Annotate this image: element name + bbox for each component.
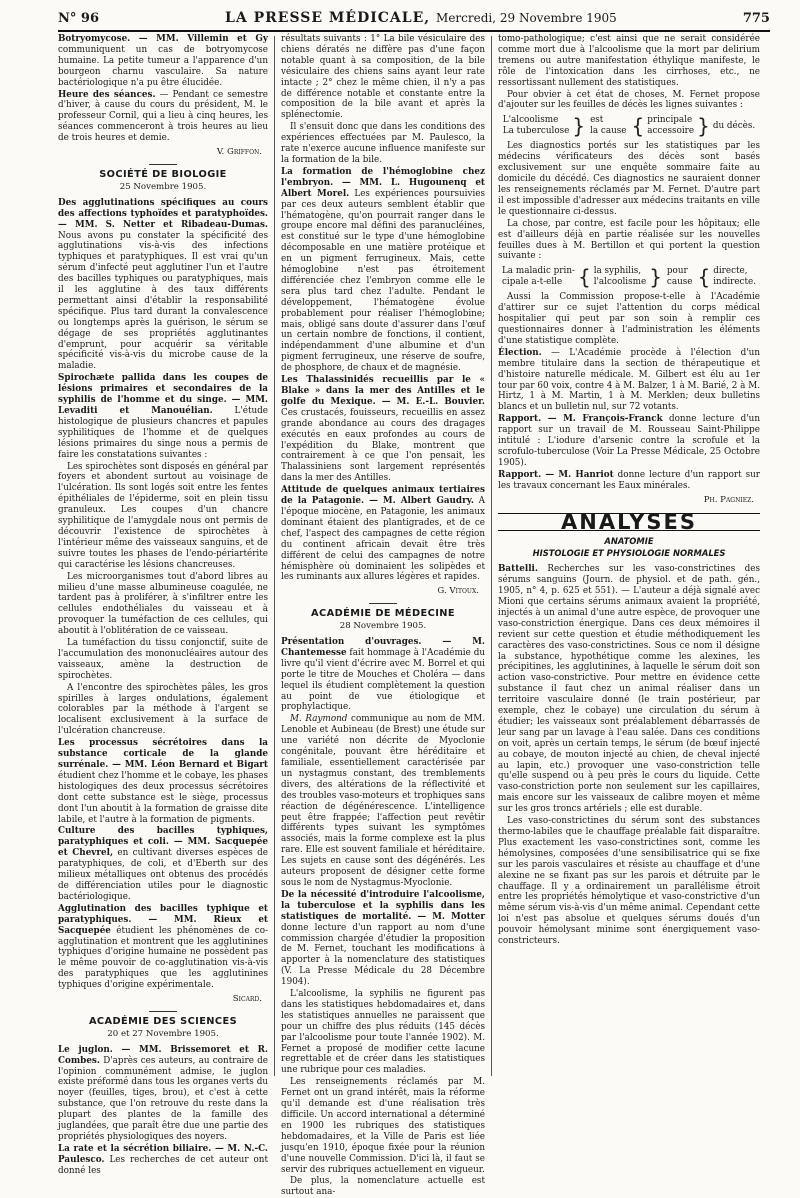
- paragraph: [281, 890, 485, 988]
- formula-term: L'alcoolisme: [502, 115, 559, 126]
- article-body: donne lecture d'un rapport sur un travail de M. Rousseau Saint-Philippe intitulé : L'iodure d'arsenic contre la scrofule et la scrofulo-tuberculose (Voir La Presse Médicale, 25 Octobre 1905).: [498, 414, 760, 468]
- column-1: [58, 34, 269, 1176]
- formula-term: est: [590, 115, 604, 126]
- paragraph: De plus, la nomenclature actuelle est surtout ana-: [281, 1176, 485, 1198]
- paragraph: [58, 738, 268, 825]
- subsection-subtitle: HISTOLOGIE ET PHYSIOLOGIE NORMALES: [532, 548, 726, 559]
- formula-term: pour: [666, 266, 688, 277]
- brace-icon: {: [577, 265, 591, 290]
- paragraph: [281, 167, 485, 374]
- paragraph: Pour obvier à cet état de choses, M. Fernet propose d'ajouter sur les feuilles de décès les lignes suivantes :: [498, 89, 760, 111]
- section-date: 25 Novembre 1905.: [119, 181, 207, 192]
- article-body: étudient les phénomènes de co-agglutination et montrent que les agglutinines typhiques d'origine humaine ne possèdent pas le même pouvoir de co-agglutination vis-à-vis des paratyphiques que les agglutinines typhiques d'origine expérimentale.: [58, 925, 268, 991]
- paragraph: [58, 1144, 268, 1177]
- formula-term: principale: [647, 115, 693, 126]
- article-lead: Battelli.: [498, 564, 538, 575]
- paragraph: [498, 348, 760, 413]
- article-lead: Culture des bacilles typhiques, paratyphiques et coli. — MM. Sacquepée et Chevrel,: [58, 826, 268, 859]
- article-lead: Heure des séances.: [58, 89, 156, 100]
- article-lead: La rate et la sécrétion biliaire. — M. N.-C. Paulesco.: [58, 1143, 268, 1165]
- formula-term: cause: [666, 277, 693, 288]
- article-lead: Le juglon. — MM. Brissemoret et R. Combes.: [58, 1044, 268, 1066]
- formula-term: directe,: [713, 266, 748, 277]
- formula-term: la cause: [590, 126, 627, 137]
- journal-title: [225, 10, 617, 26]
- section-rule: [149, 1011, 177, 1012]
- brace-icon: {: [631, 114, 645, 139]
- author-signature: Sicard.: [232, 994, 262, 1005]
- journal-name: LA PRESSE MÉDICALE,: [225, 10, 431, 26]
- paragraph: [58, 826, 268, 902]
- article-body: donne lecture d'un rapport sur les travaux concernant les Eaux minérales.: [498, 469, 760, 491]
- article-lead: Botryomycose. — MM. Villemin et Gy: [58, 34, 268, 44]
- formula-right: [713, 266, 756, 288]
- article-lead: Les processus sécrétoires dans la substance corticale de la glande surrénale. — MM. Léon Bernard et Bigart: [58, 738, 268, 770]
- paragraph: Les spirochètes sont disposés en général par foyers et abondent surtout au voisinage de l'ulcération. Ils sont logés soit entre les fentes épithéliales de l'épiderme, soit en plein tissu granuleux. Les coupes d'un chancre syphilitique de l'amygdale nous ont permis de découvrir l'existence de spirochètes à l'intérieur même des vaisseaux sanguins, et de suivre toutes les phases de l'endo-périartérite qui caractérise les lésions chancreuses.: [58, 461, 268, 570]
- article-body: — Pendant ce semestre d'hiver, à cause du cours du président, M. le professeur Cornil, qui a lieu à cinq heures, les séances commenceront à trois heures au lieu de trois heures et demie.: [58, 89, 268, 144]
- article-body: L'étude histologique de plusieurs chancres et papules syphilitiques de l'homme et de quelques lésions primaires du singe nous a permis de faire les constatations suivantes :: [58, 406, 268, 460]
- formula-middle: [667, 266, 693, 288]
- page-number: 775: [742, 10, 770, 26]
- formula-term: cipale a-t-elle: [501, 277, 563, 288]
- brace-icon: {: [697, 265, 711, 290]
- formula-middle: [594, 266, 647, 288]
- formula-right: [647, 115, 694, 137]
- brace-icon: }: [697, 114, 710, 139]
- article-lead: De la nécessité d'introduire l'alcoolisme, la tuberculose et la syphilis dans les statistiques de mortalité. — M. Motter: [281, 889, 485, 922]
- paragraph: La chose, par contre, est facile pour les hôpitaux; elle est d'ailleurs déjà en partie réalisée sur les nouvelles feuilles dues à M. Bertillon et qui portent la question suivante :: [498, 218, 760, 262]
- analyses-banner: ANALYSES: [498, 513, 760, 532]
- article-body: — L'Académie procède à l'élection d'un membre titulaire dans la section de thérapeutique et d'histoire naturelle médicale. M. Gilbert est élu au 1er tour par 60 voix, contre 4 à M. Balzer, 1 à M. Barié, 2 à M. Hirtz, 1 à M. Martin, 1 à M. Merklen; deux bulletins blancs et un bulletin nul, sur 72 votants.: [498, 347, 760, 413]
- section-date: 28 Novembre 1905.: [339, 621, 427, 632]
- formula-left: [503, 115, 570, 137]
- article-body: A l'époque miocène, en Patagonie, les animaux dominant étaient des plantigrades, et de ce chef, l'aspect des campagnes de cette région du continent africain devait être très différent de celui des campagnes de notre hémisphère où dominaient les solipèdes et les ruminants aux allures légères et rapides.: [281, 496, 485, 583]
- section-title: ACADÉMIE DES SCIENCES: [88, 1015, 238, 1027]
- paragraph: [281, 714, 485, 889]
- paragraph: L'alcoolisme, la syphilis ne figurent pas dans les statistiques hebdomadaires et, dans les statistiques annuelles ne paraissent que pour un chiffre des plus réduits (145 décès par l'alcoolisme pour toute l'année 1902). M. Fernet a proposé de modifier cette lacune regrettable et de créer dans les statistiques une rubrique pour ces maladies.: [281, 989, 485, 1076]
- paragraph: [281, 485, 485, 583]
- article-lead: Élection.: [498, 347, 542, 358]
- article-body: Nous avons pu constater la spécificité des agglutinations vis-à-vis des infections typhiques et paratyphiques. Il est vrai qu'un sérum d'infecté peut agglutiner l'un et l'autre des bacilles typhiques ou paratyphiques, mais il les agglutine à des taux différents permettant ainsi d'établir la responsabilité spécifique. Plus tard durant la convalescence ou longtemps après la guérison, le sérum se dégage de ses propriétés agglutinantes d'emprunt, pour acquérir sa véritable spécificité vis-à-vis du microbe cause de la maladie.: [58, 230, 268, 372]
- paragraph: [58, 1045, 268, 1143]
- issue-number: N° 96: [58, 10, 99, 26]
- issue-date: Mercredi, 29 Novembre 1905: [436, 11, 617, 25]
- paragraph: A l'encontre des spirochètes pâles, les gros spirilles à larges ondulations, également colorables par la méthode à l'argent se localisent exclusivement à la surface de l'ulcération chancreuse.: [58, 682, 268, 737]
- paragraph: [498, 414, 760, 469]
- section-date: 20 et 27 Novembre 1905.: [107, 1028, 219, 1039]
- paragraph: [58, 34, 268, 89]
- brace-icon: }: [572, 114, 586, 139]
- section-rule: [149, 164, 177, 165]
- paragraph: tomo-pathologique; c'est ainsi que ne serait considérée comme mort due à l'alcoolisme que la mort par delirium tremens ou autre manifestation éthylique manifeste, le rôle de l'intoxication dans les cirrhoses, etc., ne ressortissant nullement des statistiques.: [498, 34, 760, 88]
- paragraph: [58, 90, 268, 145]
- article-lead: M. Raymond: [290, 714, 348, 725]
- brace-icon: }: [649, 265, 662, 290]
- article-body: Les expériences poursuivies par ces deux auteurs semblent établir que l'hématogène, qu'on pourrait ranger dans le groupe encore mal défini des paranucléines, est constitué sur le type d'une hémoglobine décomposable en une matière protéique et en un pigment ferrugineux. Mais, cette hémoglobine n'est pas étroitement différenciée chez l'embryon comme elle le sera plus tard chez l'adulte. Pendant le développement, l'hématogène évolue probablement pour réaliser l'hémoglobine; mais, obligé sans doute d'assurer dans l'œuf un certain nombre de fonctions, il contient, indépendamment d'une albumine et d'un pigment ferrugineux, une réserve de soufre, de phosphore, de chaux et de magnésie.: [281, 188, 485, 374]
- article-body: communiquent un cas de botryomycose humaine. La petite tumeur a l'apparence d'un bourgeon charnu vasculaire. Sa nature bactériologique n'a pu être élucidée.: [58, 44, 268, 88]
- subsection-title: ANATOMIE: [604, 536, 654, 547]
- paragraph: [58, 198, 268, 373]
- paragraph: résultats suivants : 1° La bile vésiculaire des chiens dératés ne diffère pas d'une façon notable quant à sa composition, de la bile vésiculaire des chiens sains ayant leur rate intacte ; 2° chez le même chien, il n'y a pas de différence notable et constante entre la composition de la bile avant et après la splénectomie.: [281, 34, 485, 121]
- author-signature: V. Griffon.: [216, 147, 262, 158]
- article-body: donne lecture d'un rapport au nom d'une commission chargée d'étudier la proposition de M. Fernet, touchant les modifications à apporter à la nomenclature des statistiques (V. La Presse Médicale du 28 Décembre 1904).: [281, 922, 485, 988]
- formula-term: La maladic prin-: [501, 266, 575, 277]
- column-2: [281, 34, 486, 1198]
- paragraph: Les microorganismes tout d'abord libres au milieu d'une masse albumineuse coagulée, ne tardent pas à proliférer, à s'infiltrer entre les cellules endothéliales du vaisseau et à provoquer la tuméfaction de ces cellules, qui aboutit à l'oblitération de ce vaisseau.: [58, 571, 268, 637]
- formula-maladie: [498, 266, 760, 288]
- article-body: communique au nom de MM. Lenoble et Aubineau (de Brest) une étude sur une variété non décrite de Myoclonie congénitale, pouvant être héréditaire et familiale, essentiellement caractérisée par un nystagmus constant, des tremblements divers, des altérations de la réflectivité et des troubles vaso-moteurs et trophiques sans réaction de dégénérescence. L'intelligence peut être frappée; l'affection peut revêtir différents types suivant les symptômes associés, mais la forme complexe est la plus rare. Elle est souvent familiale et héréditaire. Les sujets en cause sont des dégénérés. Les auteurs proposent de désigner cette forme sous le nom de Nystagmus-Myoclonie.: [281, 714, 486, 888]
- formula-term: indirecte.: [713, 277, 757, 288]
- article-body: Recherches sur les vaso-constrictines des sérums sanguins (Journ. de physiol. et de path. gén., 1905, n° 4, p. 625 et 551). — L'auteur a déjà signalé avec Mioni que certains sérums animaux avaient la propriété, injectés à un animal d'une autre espèce, de provoquer une vaso-constriction énergique. Dans ces deux mémoires il revient sur cette question et étudie méthodiquement les caractères des vaso-constrictines. Sous ce nom il désigne la substance, hypothétique comme les alexines, les précipitines, les agglutinines, à laquelle le sérum doit son action vaso-constrictive. Pour mettre en évidence cette substance il faut chez un animal réaliser dans un territoire vasculaire donné (le train postérieur, par exemple, chez le cobaye) une circulation du sérum à étudier; les vaisseaux sont préalablement débarrassés de leur sang par un lavage à l'eau salée. Dans ces conditions on voit, après un certain temps, le sérum (de bœuf injecté au cobaye, de mouton injecté au chien, de cheval injecté au lapin, etc.) provoquer une vaso-constriction telle qu'elle suspend ou à peu près le cours du liquide. Cette vaso-constriction porte non seulement sur les capillaires, mais encore sur les vaisseaux de calibre moyen et même sur les gros troncs artériels ; elle est durable.: [498, 564, 760, 815]
- paragraph: [58, 904, 268, 991]
- column-divider-2: [491, 36, 492, 1076]
- article-lead: Attitude de quelques animaux tertiaires de la Patagonie. — M. Albert Gaudry.: [281, 485, 485, 507]
- article-body: D'après ces auteurs, au contraire de l'opinion communément admise, le juglon existe préformé dans tous les organes verts du noyer (feuilles, tiges, brou), et c'est à cette substance, que l'on retrouve du reste dans la plupart des plantes de la famille des juglandées, que paraît être due une partie des propriétés physiologiques des noyers.: [58, 1055, 268, 1142]
- article-body: en cultivant diverses espèces de paratyphiques, de coli, et d'Eberth sur des milieux métalliques ont obtenus des procédés de différenciation utiles pour le diagnostic bactériologique.: [58, 848, 269, 902]
- author-signature: Ph. Pagniez.: [703, 494, 754, 505]
- paragraph: [498, 564, 760, 815]
- paragraph: [281, 637, 485, 713]
- paragraph: [58, 373, 268, 460]
- column-3: [498, 34, 760, 1076]
- paragraph: La tuméfaction du tissu conjonctif, suite de l'accumulation des mononucléaires autour des vaisseaux, amène la destruction de spirochètes.: [58, 638, 268, 681]
- column-divider-1: [274, 36, 275, 1076]
- formula-term: La tuberculose: [502, 126, 570, 137]
- article-lead: Agglutination des bacilles typhique et paratyphiques. — MM. Rieux et Sacquepée: [58, 903, 268, 936]
- formula-middle: [590, 115, 626, 137]
- article-body: Ces crustacés, fouisseurs, recueillis en assez grande abondance au cours des dragages exécutés en eaux profondes au cours de l'expédition du Blake, montrent que contrairement à ce que l'on pensait, les Thalassiniens sont largement représentés dans la mer des Antilles.: [281, 407, 485, 484]
- article-lead: Spirochæte pallida dans les coupes de lésions primaires et secondaires de la syphilis de l'homme et du singe. — MM. Levaditi et Manouélian.: [58, 373, 268, 416]
- formula-term: du décès.: [712, 120, 756, 131]
- article-lead: Rapport. — M. François-Franck: [498, 414, 663, 425]
- author-signature: G. Vitoux.: [437, 586, 479, 597]
- section-title: SOCIÉTÉ DE BIOLOGIE: [99, 168, 227, 180]
- paragraph: Les renseignements réclamés par M. Fernet ont un grand intérêt, mais la réforme qu'il demande est d'une réalisation très difficile. Un accord international a déterminé en 1900 les rubriques des statistiques hebdomadaires, et la Ville de Paris est liée jusqu'en 1910, époque fixée pour la réunion d'une nouvelle Commission. D'ici là, il faut se servir des rubriques actuellement en vigueur.: [281, 1077, 485, 1175]
- formula-term: accessoire: [647, 126, 695, 137]
- formula-term: l'alcoolisme: [593, 277, 647, 288]
- paragraph: Il s'ensuit donc que dans les conditions des expériences effectuées par M. Paulesco, la rate n'exerce aucune influence manifeste sur la formation de la bile.: [281, 122, 485, 165]
- article-lead: Présentation d'ouvrages. — M. Chantemesse: [281, 637, 485, 658]
- article-body: étudient chez l'homme et le cobaye, les phases histologiques des deux processus sécrétoires dont cette substance est le siège, processus dont l'un aboutit à la formation de graisse dite labile, et l'autre à la formation de pigments.: [58, 770, 268, 825]
- article-lead: Rapport. — M. Hanriot: [498, 469, 614, 480]
- article-lead: Les Thalassinidés recueillis par le « Blake » dans la mer des Antilles et le golfe du Mexique. — M. E.-L. Bouvier.: [281, 375, 485, 407]
- section-title: ACADÉMIE DE MÉDECINE: [311, 608, 455, 620]
- article-lead: Des agglutinations spécifiques au cours des affections typhoïdes et paratyphoïdes. — MM. S. Netter et Ribadeau-Dumas.: [58, 197, 268, 230]
- page-header: [58, 6, 770, 32]
- formula-term: la syphilis,: [593, 266, 642, 277]
- article-lead: La formation de l'hémoglobine chez l'embryon. — MM. L. Hugounenq et Albert Morel.: [281, 166, 485, 199]
- paragraph: Les vaso-constrictines du sérum sont des substances thermo-labiles que le chauffage préalable fait disparaître. Plus exactement les vaso-constrictines sont, comme les hémolysines, composées d'une sensibilisatrice qui se fixe sur les parois vasculaires et résiste au chauffage et d'une alexine ne se fixant pas sur les parois et détruite par le chauffage. Il y a ordinairement un parallélisme étroit entre les propriétés hémolytique et vaso-constrictive d'un même sérum vis-à-vis d'un même animal. Cependant cette loi n'est pas absolue et quelques sérums doués d'un pouvoir hémolysant minime sont énergiquement vaso-constricteurs.: [498, 816, 760, 947]
- paragraph: Aussi la Commission propose-t-elle à l'Académie d'attirer sur ce sujet l'attention du corps médical hospitalier qui peut par son soin à remplir ces questionnaires donner à l'administration les éléments d'une statistique complète.: [498, 292, 760, 346]
- formula-deces: [498, 115, 760, 137]
- paragraph: Les diagnostics portés sur les statistiques par les médecins vérificateurs des décès sont basés exclusivement sur une enquête sommaire faite au domicile du décédé. Ces diagnostics ne sauraient donner les renseignements réclamés par M. Fernet. D'autre part il est impossible d'adresser aux médecins traitants en ville le questionnaire ci-dessus.: [498, 141, 760, 217]
- paragraph: [281, 375, 485, 484]
- section-rule: [369, 603, 397, 604]
- article-body: Les recherches de cet auteur ont donné les: [58, 1154, 268, 1176]
- paragraph: [498, 470, 760, 492]
- formula-left: [502, 266, 575, 288]
- article-body: fait hommage à l'Académie du livre qu'il vient d'écrire avec M. Borrel et qui porte le titre de Mouches et Choléra — dans lequel ils étudient complètement la question au point de vue étiologique et prophylactique.: [281, 647, 485, 713]
